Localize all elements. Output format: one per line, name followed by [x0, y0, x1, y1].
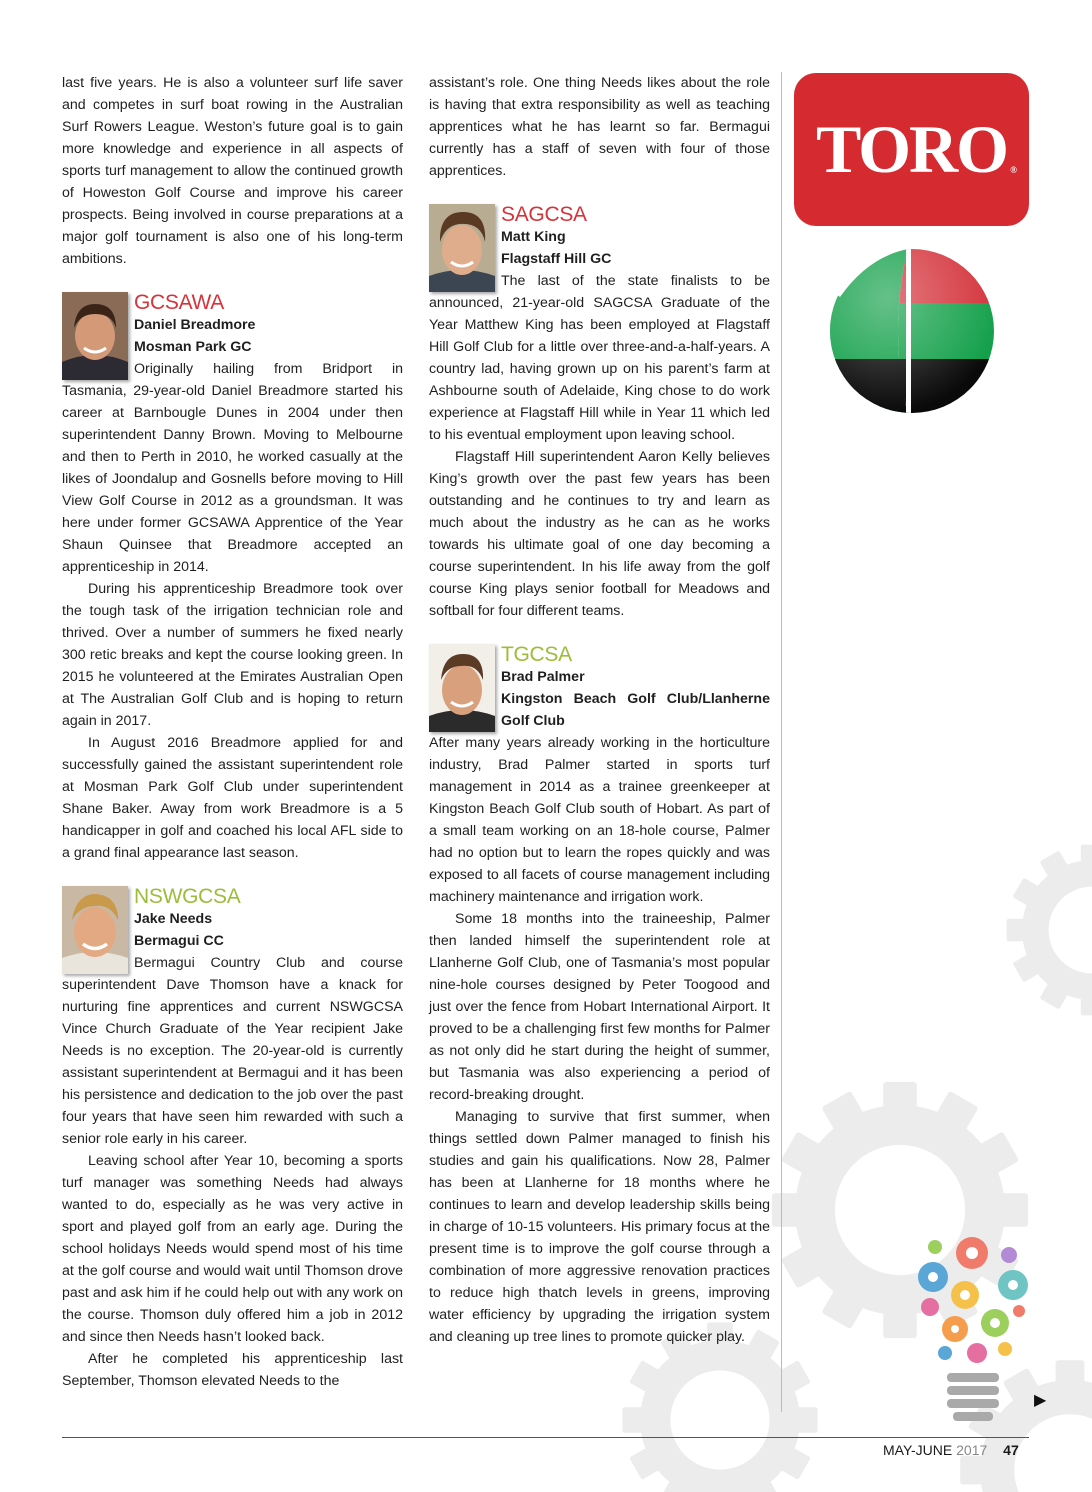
profile-name: Daniel Breadmore [134, 317, 256, 333]
column-divider [781, 72, 782, 1412]
profile-paragraph: Leaving school after Year 10, becoming a sports turf manager was something Needs had always wanted to do, especially as he was very active in sport and played golf from an early age. During the school holidays Needs would spend most of his time at the golf course and would wait until Thomson drove past and ask him if he could help out with any work on the course. Thomson duly offered him a job in 2012 and since then Needs hasn’t looked back. [62, 1153, 403, 1345]
intro-paragraph: last five years. He is also a volunteer surf life saver and competes in surf boat rowing in the Australian Surf Rowers League. Weston’s future goal is to gain more knowledge and experience in all aspects of sports turf management to allow the continued growth of Howeston Golf Course and improve his career prospects. Being involved in course preparations at a major golf tournament is also one of his long-term ambitions. [62, 75, 403, 267]
profile-name: Jake Needs [134, 911, 213, 927]
profile-club: Kingston Beach Golf Club/Llanherne Golf Club [501, 691, 770, 729]
profile-association: NSWGCSA [134, 885, 241, 908]
profile-club: Flagstaff Hill GC [501, 251, 612, 267]
gear-icon [1007, 845, 1092, 1016]
portrait-photo-daniel-breadmore [62, 292, 128, 380]
profile-name: Matt King [501, 229, 566, 245]
profile-paragraph: Some 18 months into the traineeship, Palmer then landed himself the superintendent role at Llanherne Golf Club, one of Tasmania’s most popular nine-hole courses designed by Peter Toogood and just over the fence from Hobart International Airport. It proved to be a challenging first few months for Palmer as not only did he start during the height of summer, but Tasmania was also experiencing a period of record-breaking drought. [429, 911, 770, 1103]
profile-paragraph: Originally hailing from Bridport in Tasmania, 29-year-old Daniel Breadmore started his career at Barnbougle Dunes in 2004 under then superintendent Danny Brown. Moving to Melbourne and then to Perth in 2010, he worked casually at the likes of Joondalup and Gosnells before moving to Hill View Golf Course in 2012 as a groundsman. It was here under former GCSAWA Apprentice of the Year Shaun Quinsee that Breadmore accepted an apprenticeship in 2014. [62, 361, 403, 575]
profile-association: TGCSA [501, 643, 572, 666]
portrait-photo-brad-palmer [429, 644, 495, 732]
portrait-photo-jake-needs [62, 886, 128, 974]
column-right [429, 72, 770, 1348]
profile-name: Brad Palmer [501, 669, 585, 685]
profile-tgcsa [429, 642, 770, 1348]
toro-logo-text: TORO ® [815, 111, 1016, 187]
footer-rule [62, 1437, 1029, 1438]
profile-paragraph: In August 2016 Breadmore applied for and successfully gained the assistant superintendent role at Mosman Park Golf Club under superintendent Shane Baker. Away from work Breadmore is a 5 handicapper in golf and coached his local AFL side to a grand final appearance last season. [62, 735, 403, 861]
lightbulb-icon [905, 1225, 1040, 1430]
footer-year: 2017 [956, 1442, 988, 1458]
page-footer [883, 1442, 1019, 1458]
column-left [62, 72, 403, 1392]
profile-paragraph: Managing to survive that first summer, when things settled down Palmer managed to finish his studies and gain his qualifications. Now 28, Palmer has been at Llanherne for 18 months where he continues to learn and develop leadership skills being in charge of 10-15 volunteers. His primary focus at the present time is to improve the golf course through a combination of more aggressive renovation practices to reduce high thatch levels in greens, improving water efficiency by upgrading the irrigation system and cleaning up tree lines to promote quicker play. [429, 1109, 770, 1345]
profile-nswgcsa [62, 884, 403, 1392]
page-number: 47 [1003, 1442, 1019, 1458]
profile-paragraph: During his apprenticeship Breadmore took over the tough task of the irrigation technician role and thrived. Over a number of summers he fixed nearly 300 retic breaks and kept the course looking green. In 2015 he volunteered at the Emirates Australian Open at The Australian Golf Club and is hoping to return again in 2017. [62, 581, 403, 729]
continuation-paragraph: assistant’s role. One thing Needs likes about the role is having that extra responsibility as well as teaching apprentices what he has learnt so far. Bermagui currently has a staff of seven with four of those apprentices. [429, 75, 770, 179]
profile-paragraph: After many years already working in the horticulture industry, Brad Palmer started in sports turf management in 2014 as a trainee greenkeeper at Kingston Beach Golf Club south of Hobart. As part of a small team working on an 18-hole course, Palmer had no option but to learn the ropes quickly and was exposed to all facets of course management including machinery maintenance and irrigation work. [429, 735, 770, 905]
profile-association: GCSAWA [134, 291, 224, 314]
profile-club: Mosman Park GC [134, 339, 252, 355]
portrait-photo-matt-king [429, 204, 495, 292]
profile-sagcsa [429, 202, 770, 622]
profile-association: SAGCSA [501, 203, 587, 226]
profile-paragraph: Flagstaff Hill superintendent Aaron Kelly believes King’s growth over the past few years has been outstanding and he continues to try and learn as much about the industry as he can as he works towards his ultimate goal of one day becoming a course superintendent. In his life away from the golf course King plays senior football for Meadows and softball for four different teams. [429, 449, 770, 619]
profile-paragraph: The last of the state finalists to be announced, 21-year-old SAGCSA Graduate of the Year Matthew King has been employed at Flagstaff Hill Golf Club for a little over three-and-a-half-years. A country lad, having grown up on his parent’s farm at Ashbourne south of Adelaide, King chose to do work experience at Flagstaff Hill while in Year 11 which led to his eventual employment upon leaving school. [429, 273, 770, 443]
profile-paragraph: Bermagui Country Club and course superintendent Dave Thomson have a knack for nurturing fine apprentices and current NSWGCSA Vince Church Graduate of the Year recipient Jake Needs is no exception. The 20-year-old is currently assistant superintendent at Bermagui and it has been his persistence and dedication to the job over the past four years that have seen him rewarded with such a senior role early in his career. [62, 955, 403, 1147]
toro-logo [794, 73, 1029, 226]
profile-club: Bermagui CC [134, 933, 224, 949]
footer-month: MAY-JUNE [883, 1442, 953, 1458]
play-arrow-icon: ▶ [1034, 1392, 1047, 1409]
flag-ball-icon [828, 247, 996, 415]
profile-gcsawa [62, 290, 403, 864]
profile-paragraph: After he completed his apprenticeship last September, Thomson elevated Needs to the [62, 1351, 403, 1389]
